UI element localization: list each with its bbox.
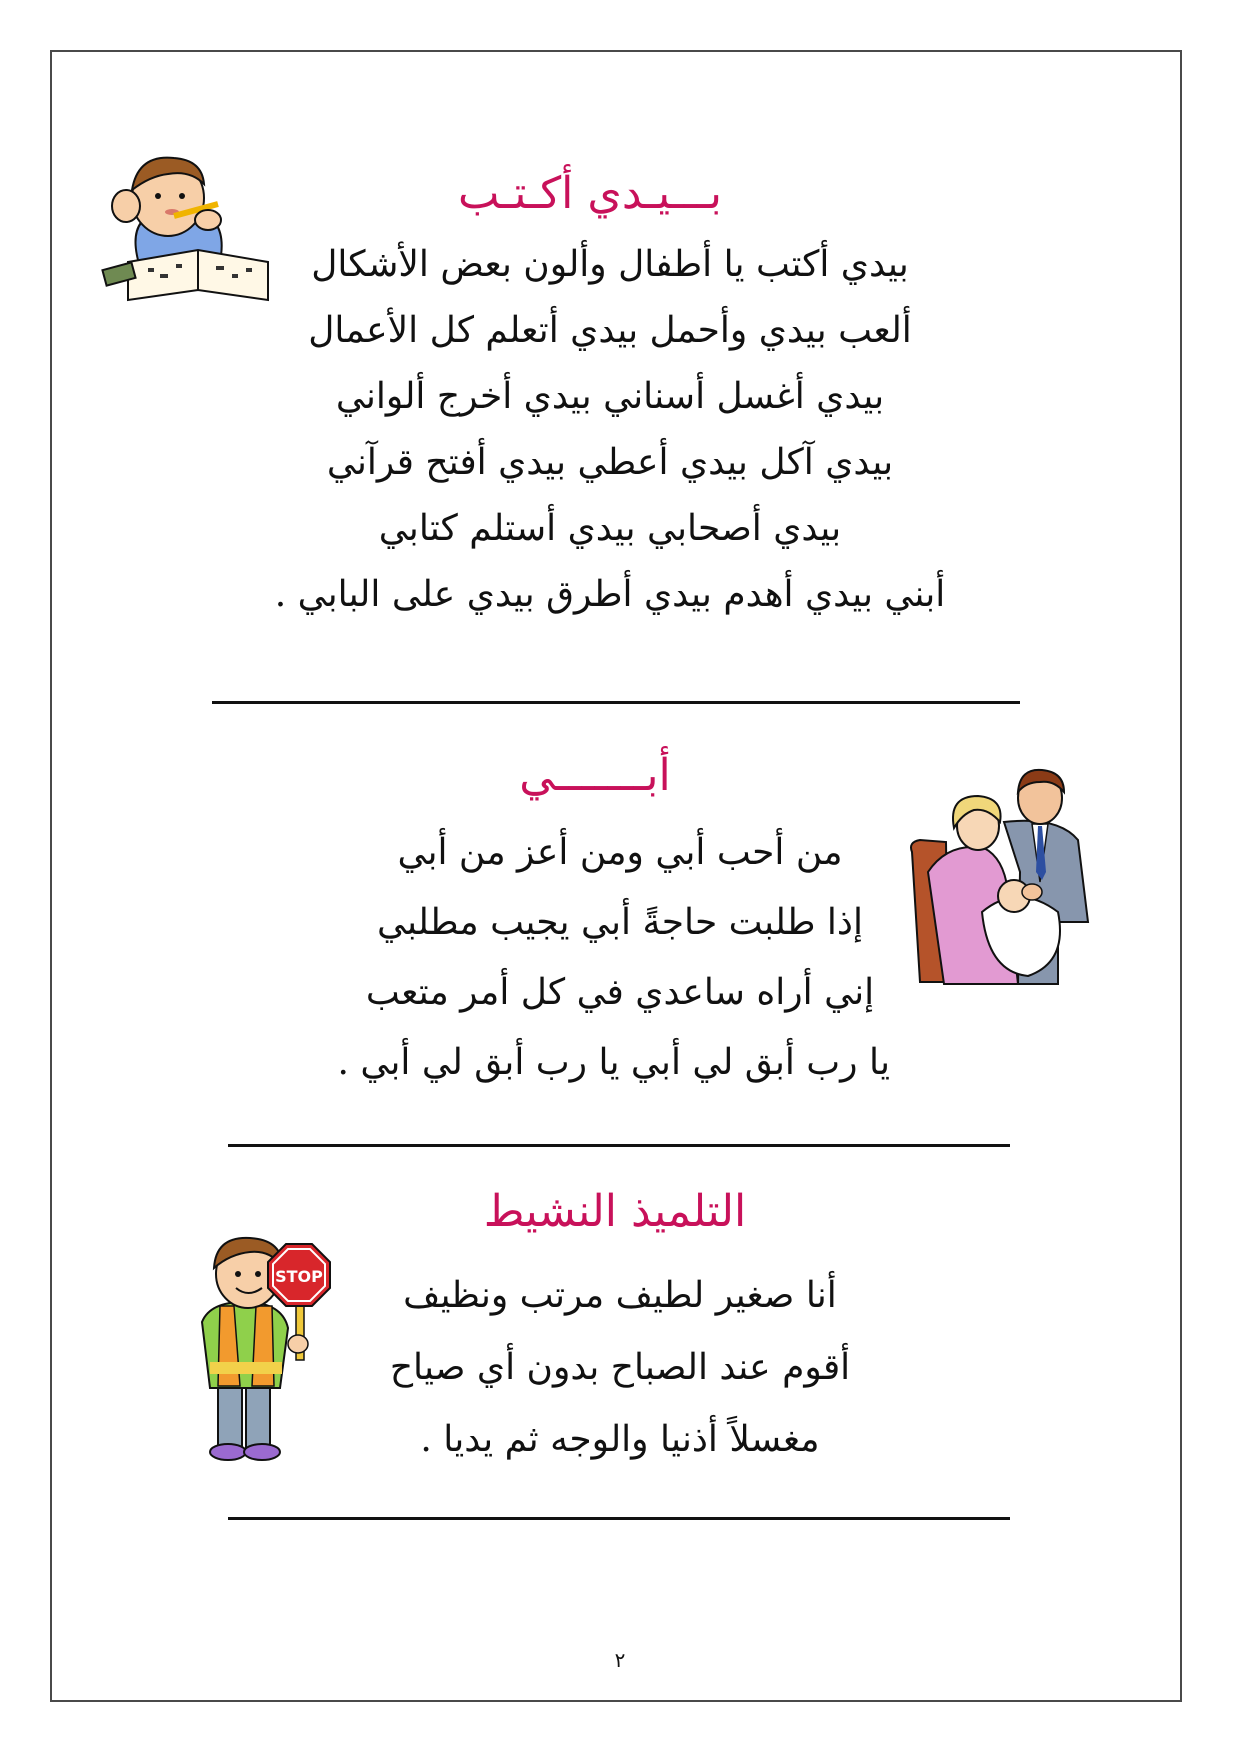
poem-writing (260, 232, 960, 628)
verse: من أحب أبي ومن أعز من أبي (397, 832, 843, 873)
verse: بيدي أكتب يا أطفال وألون بعض الأشكال (311, 244, 909, 285)
verse: أبني بيدي أهدم بيدي أطرق بيدي على البابي . (274, 574, 946, 615)
verse: أنا صغير لطيف مرتب ونظيف (403, 1275, 837, 1316)
stop-sign-text: STOP (275, 1267, 323, 1286)
section-title-writing: بـــيـدي أكـتـب (457, 168, 723, 219)
verse: يا رب أبق لي أبي يا رب أبق لي أبي . (337, 1042, 890, 1083)
section-title-student: التلميذ النشيط (483, 1186, 747, 1237)
section-divider (212, 701, 1020, 704)
verse: أقوم عند الصباح بدون أي صياح (389, 1347, 851, 1388)
family-icon (908, 762, 1098, 990)
poem-student (350, 1260, 890, 1476)
section-divider (228, 1144, 1010, 1147)
poem-father (337, 818, 890, 1098)
verse: إني أراه ساعدي في كل أمر متعب (365, 972, 875, 1013)
verse: إذا طلبت حاجةً أبي يجيب مطلبي (377, 902, 863, 943)
boy-stop-sign-icon (190, 1232, 345, 1468)
section-title-father: أبـــــــي (519, 750, 671, 801)
boy-writing-icon (98, 150, 278, 335)
section-divider (228, 1517, 1010, 1520)
verse: بيدي أغسل أسناني بيدي أخرج ألواني (335, 376, 885, 417)
verse: بيدي آكل بيدي أعطي بيدي أفتح قرآني (326, 442, 894, 483)
page-number: ٢ (614, 1648, 626, 1672)
verse: مغسلاً أذنيا والوجه ثم يديا . (420, 1419, 820, 1460)
verse: بيدي أصحابي بيدي أستلم كتابي (378, 508, 842, 549)
verse: ألعب بيدي وأحمل بيدي أتعلم كل الأعمال (308, 310, 912, 351)
